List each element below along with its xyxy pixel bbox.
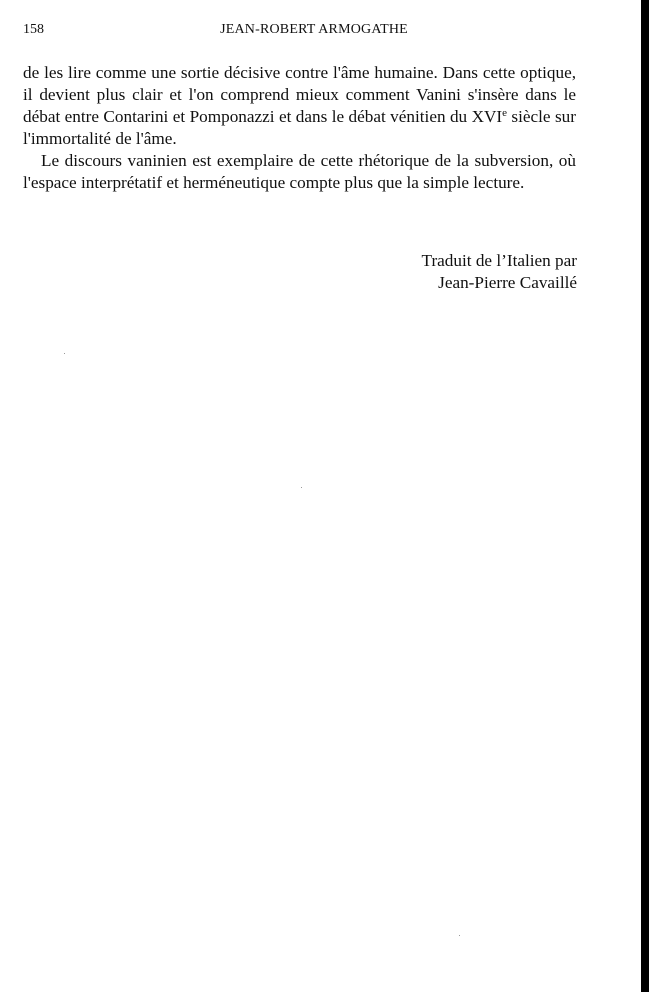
scan-speck <box>64 353 65 354</box>
translator-name: Jean-Pierre Cavaillé <box>438 273 577 292</box>
paragraph-1-text: de les lire comme une sortie décisive contre l'âme humaine. Dans cette optique, il devient plus clair et l'on comprend mieux comment Vanini s'insère dans le débat entre Contarini et Pomponazzi et dans le débat vénitien du XVI <box>23 63 576 126</box>
scan-edge-shadow <box>641 0 649 992</box>
page-number: 158 <box>23 22 44 37</box>
century-superscript: e <box>502 107 508 119</box>
running-head: JEAN-ROBERT ARMOGATHE <box>220 22 408 37</box>
paragraph-1 <box>23 62 576 150</box>
body-text <box>23 62 576 194</box>
translator-credit-line: Traduit de l’Italien par <box>421 251 577 270</box>
translator-credit <box>422 250 577 294</box>
paragraph-2: Le discours vaninien est exemplaire de cette rhétorique de la subversion, où l'espace interprétatif et herméneutique compte plus que la simple lecture. <box>23 151 576 192</box>
paragraph-1-text-end: siècle sur l'immortalité de l'âme. <box>23 107 576 148</box>
scan-speck <box>459 935 460 936</box>
scan-speck <box>301 487 302 488</box>
page-header <box>23 22 575 42</box>
